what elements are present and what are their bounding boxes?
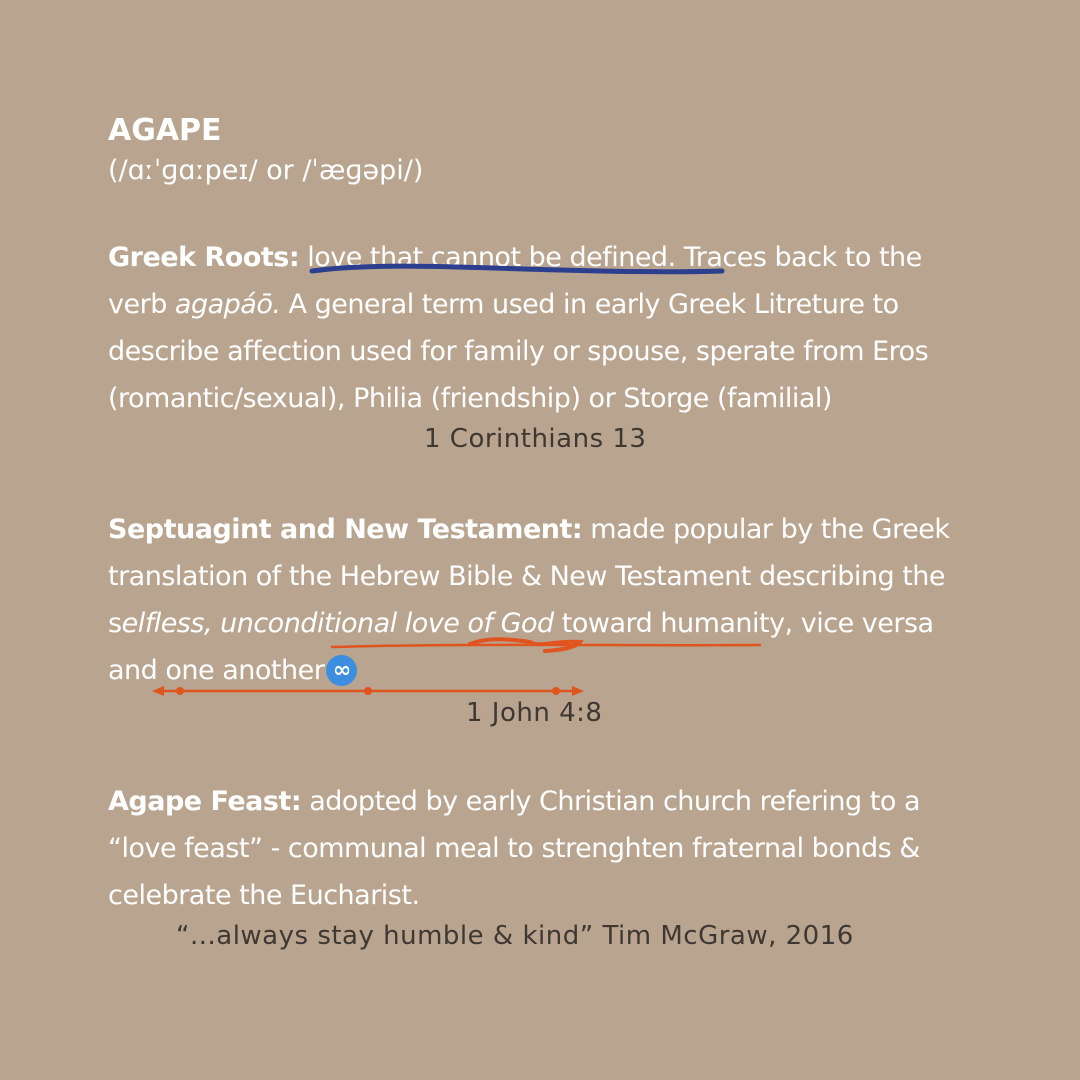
greek-roots-text-2: A general term used in early Greek Litreture to describe affection used for family or spouse, sperate from Eros (romantic/sexual), Philia (friendship) or Storge (familial) — [108, 289, 929, 414]
dot-icon — [364, 687, 372, 695]
quote-mcgraw: “...always stay humble & kind” Tim McGraw, 2016 — [176, 921, 854, 951]
note-john: 1 John 4:8 — [466, 698, 603, 728]
blue-underline — [312, 266, 722, 271]
agape-feast-label: Agape Feast: — [108, 786, 302, 817]
greek-roots-label: Greek Roots: — [108, 242, 300, 273]
greek-verb: agapáō. — [174, 289, 281, 320]
arrow-right-icon — [572, 686, 584, 696]
septuagint-label: Septuagint and New Testament: — [108, 514, 583, 545]
greek-roots-text-1: love that cannot be defined. Traces back to the verb — [108, 242, 922, 320]
septuagint-text-1: made popular by the Greek translation of the Hebrew Bible & New Testament describing the s — [108, 514, 950, 639]
arrow-left-icon — [152, 686, 164, 696]
pronunciation: (/ɑːˈɡɑːpeɪ/ or /ˈæɡəpi/) — [108, 155, 424, 186]
dot-icon — [552, 687, 560, 695]
dot-icon — [176, 687, 184, 695]
septuagint-emphasis: elfless, unconditional love of God — [121, 608, 554, 639]
septuagint-text-2: toward humanity, vice versa and one another — [108, 608, 934, 686]
note-corinthians: 1 Corinthians 13 — [424, 424, 647, 454]
page-title: AGAPE — [108, 113, 222, 148]
agape-feast-text: adopted by early Christian church refering to a “love feast” - communal meal to strenghten fraternal bonds & celebrate the Eucharist. — [108, 786, 920, 911]
infinity-icon: ∞ — [326, 655, 357, 686]
